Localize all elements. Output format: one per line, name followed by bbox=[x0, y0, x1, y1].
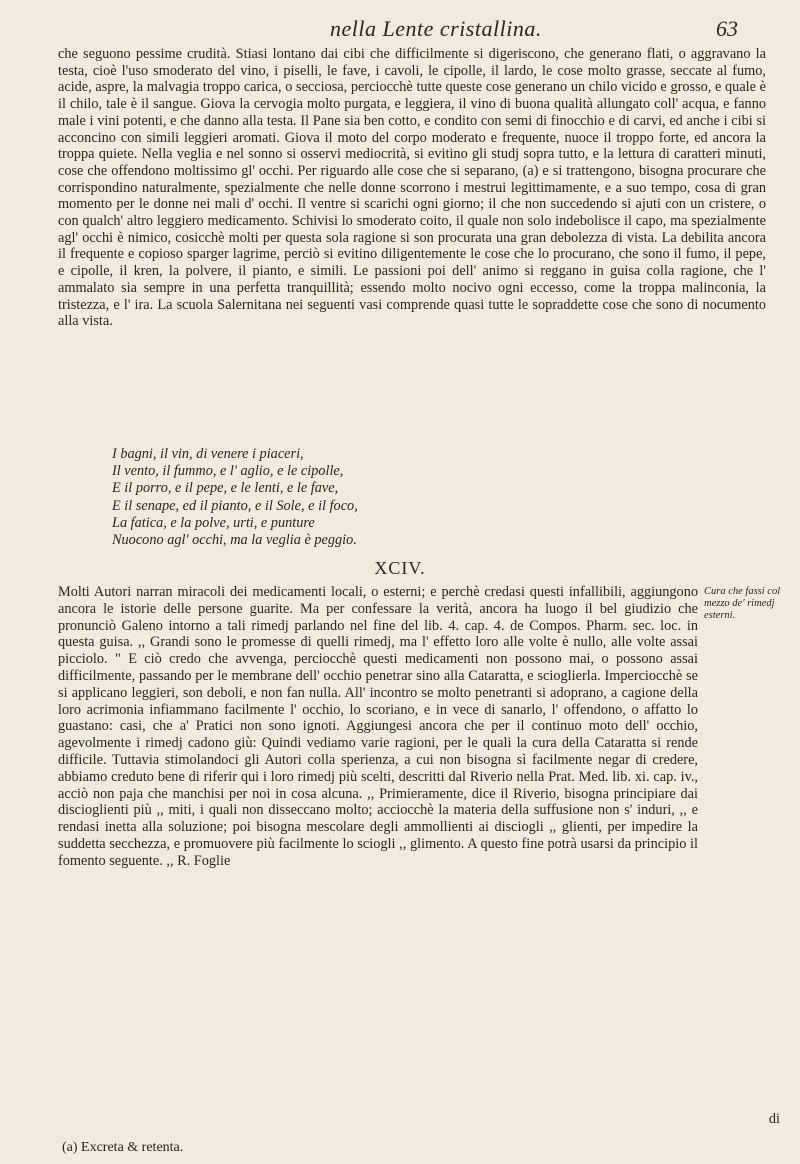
body-paragraph: che seguono pessime crudità. Stiasi lontano dai cibi che difficilmente si digeriscono, che generano flati, o aggravano la testa, cioè l'uso smoderato del vino, i piselli, le fave, i cavoli, le cipolle, il lardo, le cose molto grasse, seccate al fumo, acide, aspre, la malvagia troppo carica, o secciosa, perciocchè tutte queste cose generano un chilo vicido e grosso, e quale è il chilo, tale è il sangue. Giova la cervogia molto purgata, e leggiera, il vino di buona qualità allungato coll' acqua, e fanno male i vini potenti, e che danno alla testa. Il Pane sia ben cotto, e condito con semi di finocchio e di carvi, ed anche i cibi si acconcino con simili leggieri aromati. Giova il moto del corpo moderato e frequente, nuoce il troppo forte, ed ancora la troppa quiete. Nella veglia e nel sonno si osservi mediocrità, si evitino gli studj sopra tutto, e la lettura di caratteri minuti, cose che offendono moltissimo gl' occhi. Per riguardo alle cose che si separano, (a) e si trattengono, bisogna procurare che corrispondino naturalmente, spezialmente che nelle donne scorrono i mestrui legittimamente, e a suo tempo, cosa di gran momento per le donne nei mali d' occhi. Il ventre si scarichi ogni giorno; il che non succedendo si ajuti con un cristere, o con qualch' altro leggiero medicamento. Schivisi lo smoderato coito, il quale non solo indebolisce il capo, ma spezialmente agl' occhi è nimico, cosicchè molti per questa sola ragione si son procurata una gran debolezza di vista. La debilita ancora il frequente e copioso sparger lagrime, perciò si evitino diligentemente le cose che lo procurano, che sono il fumo, il pepe, e cipolle, il kren, la polvere, il pianto, e simili. Le passioni poi dell' animo si reggano in guisa colla ragione, che l' ammalato sia sempre in una perfetta tranquillità; essendo molto nocivo ogni eccesso, come la troppa malinconia, la tristezza, e l' ira. La scuola Salernitana nei seguenti vasi comprende quasi tutte le sopraddette cose che sono di nocumento alla vista. bbox=[58, 46, 766, 330]
verse-line: I bagni, il vin, di venere i piaceri, bbox=[112, 446, 304, 462]
footnote: (a) Excreta & retenta. bbox=[62, 1140, 184, 1155]
verse-line: Nuocono agl' occhi, ma la veglia è peggio. bbox=[112, 532, 357, 549]
section-body bbox=[58, 584, 698, 870]
verse-line: E il porro, e il pepe, e le lenti, e le fave, bbox=[112, 480, 339, 497]
body-text bbox=[58, 46, 766, 330]
verse-line: La fatica, e la polve, urti, e punture bbox=[112, 514, 315, 531]
verse-block bbox=[112, 446, 672, 549]
page-number: 63 bbox=[716, 16, 738, 41]
running-title: nella Lente cristallina. bbox=[330, 16, 542, 41]
page-header bbox=[0, 14, 800, 44]
catchword: di bbox=[768, 1111, 780, 1127]
section-heading: XCIV. bbox=[374, 558, 426, 578]
section-paragraph: Molti Autori narran miracoli dei medicamenti locali, o esterni; e perchè credasi questi infallibili, aggiungono ancora le istorie delle persone guarite. Ma per confessare la verità, ancora ha luogo il bel giudizio che pronunciò Galeno intorno a tali rimedj parlando nel fine del lib. 4. cap. 4. de Compos. Pharm. sec. loc. in questa guisa. ,, Grandi sono le promesse di quelli rimedj, ma l' effetto loro alle volte è nullo, alle volte assai picciolo. " E ciò credo che avvenga, perciocchè questi medicamenti non possono mai, o possono assai difficilmente, passando per le membrane dell' occhio penetrar sino alla Cataratta, e scioglierla. Imperciocchè se si applicano leggieri, son deboli, e non fan nulla. All' incontro se molto penetranti si adoprano, a cagione della loro acrimonia infiammano facilmente l' occhio, lo scoriano, e in vece di sanarlo, l' offendono, o affatto lo guastano: casi, che a' Pratici non sono ignoti. Aggiungesi ancora che per il continuo moto dell' occhio, agevolmente i rimedj cadono giù: Quindi vediamo varie ragioni, per le quali la cura della Cataratta si rende difficile. Tuttavia stimolandoci gli Autori colla sperienza, a cui non bisogna sì facilmente negar di credere, abbiamo creduto bene di riferir qui i loro rimedj più scelti, descritti dal Riverio nella Prat. Med. lib. xi. cap. iv., acciò non paja che manchisi per noi in cosa alcuna. ,, Primieramente, dice il Riverio, bisogna principiare dai discioglienti più ,, miti, i quali non disseccano molto; acciocchè la materia della suffusione non s' induri, ,, e rendasi inetta alla soluzione; poi bisogna mescolare degli ammollienti ai disciogli ,, glienti, per impedire la suddetta secchezza, e promuovere più facilmente lo sciogli ,, glimento. A questo fine potrà usarsi da principio il fomento seguente. ,, R. Foglie bbox=[58, 584, 698, 869]
margin-note: Cura che fassi col mezzo de' rimedj esterni. bbox=[704, 586, 781, 621]
verse-line: E il senape, ed il pianto, e il Sole, e il foco, bbox=[112, 497, 358, 514]
verse-line: Il vento, il fummo, e l' aglio, e le cipolle, bbox=[112, 463, 344, 480]
